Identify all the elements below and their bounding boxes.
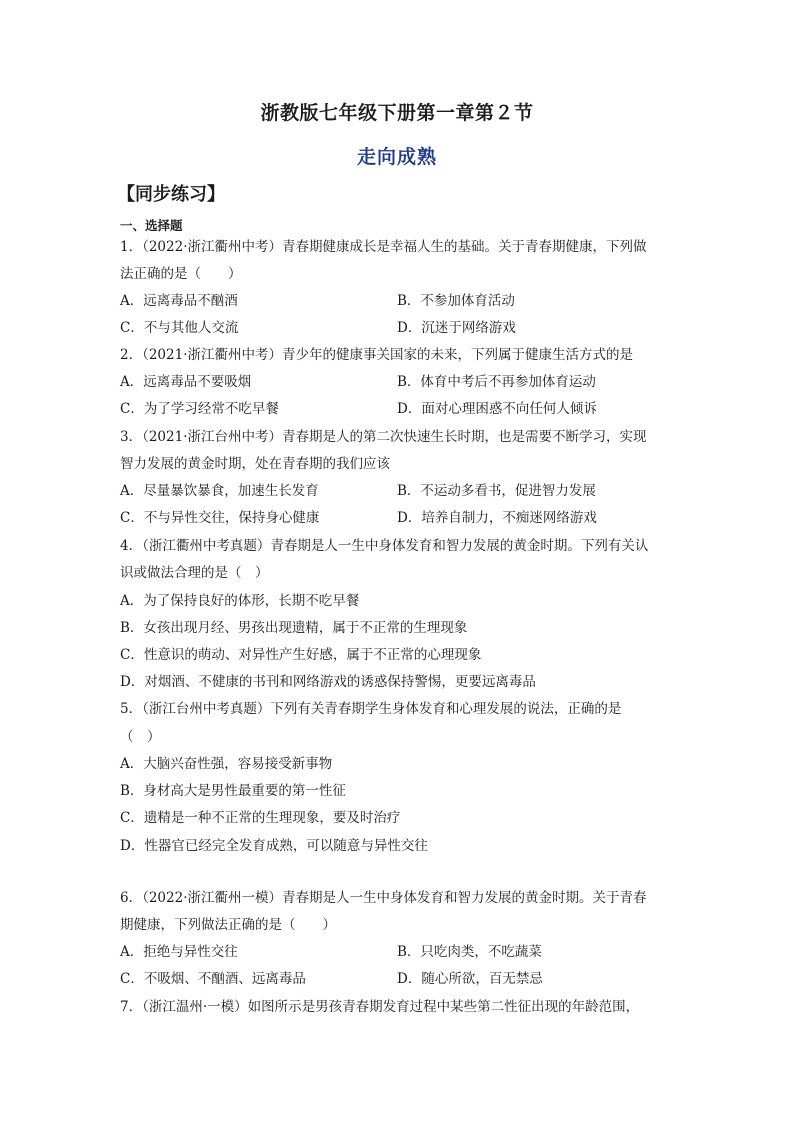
question-1-stem-line-2: 法正确的是（ ） [120, 266, 242, 282]
question-6-option-c: C．不吸烟、不酗酒、远离毒品 [120, 971, 306, 987]
question-3-stem-line-1: 3．（2021·浙江台州中考）青春期是人的第二次快速生长时期，也是需要不断学习，实现 [120, 429, 647, 445]
question-4-option-c: C．性意识的萌动、对异性产生好感，属于不正常的心理现象 [120, 647, 482, 663]
question-6-stem-line-2: 期健康，下列做法正确的是（ ） [120, 917, 336, 933]
question-2-option-a: A．远离毒品不要吸烟 [120, 374, 252, 390]
question-5-option-d: D．性器官已经完全发育成熟，可以随意与异性交往 [120, 838, 428, 854]
question-1-option-b: B．不参加体育活动 [397, 293, 515, 309]
question-1-option-c: C．不与其他人交流 [120, 320, 239, 336]
question-5-stem-line-2: （ ） [120, 729, 161, 745]
question-4-option-a: A．为了保持良好的体形，长期不吃早餐 [120, 593, 360, 609]
question-7-stem-line-1: 7．（浙江温州·一模）如图所示是男孩青春期发育过程中某些第二性征出现的年龄范围， [120, 999, 640, 1015]
question-6-option-d: D．随心所欲，百无禁忌 [397, 971, 543, 987]
question-3-stem-line-2: 智力发展的黄金时期，处在青春期的我们应该 [120, 456, 390, 472]
question-5-option-a: A．大脑兴奋性强，容易接受新事物 [120, 756, 333, 772]
question-6-option-b: B．只吃肉类，不吃蔬菜 [397, 944, 542, 960]
question-4-stem-line-1: 4．（浙江衢州中考真题）青春期是人一生中身体发育和智力发展的黄金时期。下列有关认 [120, 538, 649, 554]
question-1-option-a: A．远离毒品不酗酒 [120, 293, 238, 309]
question-1-stem-line-1: 1．（2022·浙江衢州中考）青春期健康成长是幸福人生的基础。关于青春期健康，下列做 [120, 239, 647, 255]
question-4-stem-line-2: 识或做法合理的是（ ） [120, 565, 269, 581]
question-6-option-a: A．拒绝与异性交往 [120, 944, 238, 960]
question-5-stem-line-1: 5．（浙江台州中考真题）下列有关青春期学生身体发育和心理发展的说法，正确的是 [120, 701, 622, 717]
question-3-option-a: A．尽量暴饮暴食，加速生长发育 [120, 483, 319, 499]
section-heading: 【同步练习】 [117, 184, 225, 205]
document-subtitle: 走向成熟 [356, 146, 437, 168]
question-5-option-b: B．身材高大是男性最重要的第一性征 [120, 783, 346, 799]
question-5-option-c: C．遗精是一种不正常的生理现象，要及时治疗 [120, 810, 401, 826]
question-1-option-d: D．沉迷于网络游戏 [397, 320, 516, 336]
question-3-option-b: B．不运动多看书，促进智力发展 [397, 483, 596, 499]
part-heading: 一、选择题 [120, 218, 183, 233]
question-4-option-d: D．对烟酒、不健康的书刊和网络游戏的诱惑保持警惕，更要远离毒品 [120, 674, 536, 690]
document-title: 浙教版七年级下册第一章第２节 [260, 102, 534, 124]
question-2-option-b: B．体育中考后不再参加体育运动 [397, 374, 596, 390]
question-3-option-c: C．不与异性交往，保持身心健康 [120, 510, 320, 526]
question-4-option-b: B．女孩出现月经、男孩出现遗精，属于不正常的生理现象 [120, 620, 468, 636]
question-2-stem-line-1: 2．（2021·浙江衢州中考）青少年的健康事关国家的未来，下列属于健康生活方式的是 [120, 347, 633, 363]
question-2-option-c: C．为了学习经常不吃早餐 [120, 401, 279, 417]
question-6-stem-line-1: 6．（2022·浙江衢州一模）青春期是人一生中身体发育和智力发展的黄金时期。关于青春 [120, 890, 647, 906]
question-3-option-d: D．培养自制力，不痴迷网络游戏 [397, 510, 597, 526]
question-2-option-d: D．面对心理困惑不向任何人倾诉 [397, 401, 597, 417]
